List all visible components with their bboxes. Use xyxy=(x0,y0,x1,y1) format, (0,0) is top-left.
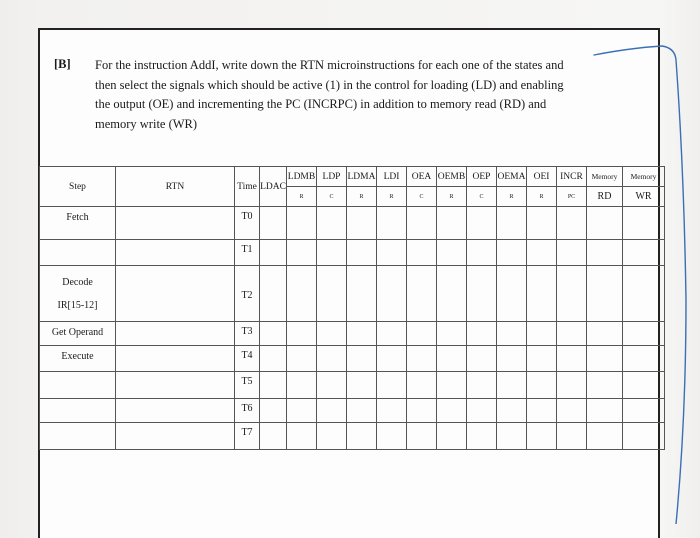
signal-cell xyxy=(623,322,665,346)
signal-cell xyxy=(467,399,497,423)
signal-header-2: LDP xyxy=(317,167,347,187)
time-cell: T1 xyxy=(235,240,260,266)
signal-cell xyxy=(497,322,527,346)
time-cell: T4 xyxy=(235,346,260,372)
signal-cell xyxy=(377,322,407,346)
signal-cell xyxy=(377,399,407,423)
signal-cell xyxy=(437,240,467,266)
signal-cell xyxy=(497,423,527,450)
time-cell: T2 xyxy=(235,266,260,322)
step-header: Step xyxy=(40,167,116,207)
signal-cell xyxy=(623,240,665,266)
signal-cell xyxy=(317,207,347,240)
signal-header-0: LDAC xyxy=(260,167,287,207)
signal-cell xyxy=(407,266,437,322)
signal-cell xyxy=(527,399,557,423)
signal-cell xyxy=(260,399,287,423)
question-text: For the instruction AddI, write down the RTN microinstructions for each one of the states and then select the signals which should be active (1) in the control for loading (LD) and enabling the output (OE) and incrementing the PC (INCRPC) in addition to memory read (RD) and memory write (WR) xyxy=(95,58,564,131)
control-signal-table xyxy=(39,166,665,450)
signal-cell xyxy=(497,346,527,372)
signal-cell xyxy=(587,322,623,346)
signal-cell xyxy=(557,207,587,240)
rtn-cell xyxy=(116,423,235,450)
signal-cell xyxy=(527,240,557,266)
signal-cell xyxy=(587,399,623,423)
signal-cell xyxy=(347,423,377,450)
signal-cell xyxy=(260,423,287,450)
step-cell xyxy=(40,322,116,346)
signal-cell xyxy=(437,266,467,322)
signal-header-3: LDMA xyxy=(347,167,377,187)
table-row xyxy=(40,399,665,423)
signal-cell xyxy=(287,266,317,322)
signal-cell xyxy=(407,399,437,423)
signal-header-8: OEMA xyxy=(497,167,527,187)
signal-sub-1: R xyxy=(287,187,317,207)
signal-cell xyxy=(260,240,287,266)
signal-cell xyxy=(260,346,287,372)
rtn-cell xyxy=(116,346,235,372)
signal-sub-6: R xyxy=(437,187,467,207)
signal-cell xyxy=(437,399,467,423)
time-cell: T3 xyxy=(235,322,260,346)
signal-header-5: OEA xyxy=(407,167,437,187)
table-row xyxy=(40,266,665,322)
signal-header-6: OEMB xyxy=(437,167,467,187)
signal-cell xyxy=(557,399,587,423)
signal-cell xyxy=(587,346,623,372)
signal-cell xyxy=(317,372,347,399)
signal-cell xyxy=(623,266,665,322)
table-row xyxy=(40,207,665,240)
table-row xyxy=(40,372,665,399)
signal-cell xyxy=(467,240,497,266)
table-body xyxy=(40,207,665,450)
signal-cell xyxy=(317,240,347,266)
signal-sub-4: R xyxy=(377,187,407,207)
signal-cell xyxy=(497,240,527,266)
signal-sub-2: C xyxy=(317,187,347,207)
table-row xyxy=(40,322,665,346)
signal-cell xyxy=(317,346,347,372)
signal-cell xyxy=(527,423,557,450)
step-label: Fetch xyxy=(66,212,89,223)
step-label: Execute xyxy=(61,351,94,362)
signal-sub-10: PC xyxy=(557,187,587,207)
table-row xyxy=(40,423,665,450)
step-cell xyxy=(40,240,116,266)
rtn-cell xyxy=(116,399,235,423)
rtn-cell xyxy=(116,372,235,399)
signal-cell xyxy=(557,322,587,346)
signal-cell xyxy=(287,322,317,346)
signal-cell xyxy=(527,322,557,346)
signal-cell xyxy=(527,346,557,372)
signal-cell xyxy=(377,372,407,399)
signal-cell xyxy=(407,240,437,266)
signal-cell xyxy=(347,372,377,399)
signal-cell xyxy=(377,423,407,450)
table-row xyxy=(40,346,665,372)
signal-cell xyxy=(437,423,467,450)
step-decode-label: Decode xyxy=(62,276,93,288)
signal-sub-5: C xyxy=(407,187,437,207)
signal-header-10: INCR xyxy=(557,167,587,187)
step-cell xyxy=(40,266,116,322)
signal-cell xyxy=(623,372,665,399)
signal-cell xyxy=(467,372,497,399)
signal-cell xyxy=(587,266,623,322)
time-cell: T7 xyxy=(235,423,260,450)
signal-cell xyxy=(467,346,497,372)
signal-cell xyxy=(347,346,377,372)
signal-cell xyxy=(527,266,557,322)
signal-cell xyxy=(287,240,317,266)
time-cell: T6 xyxy=(235,399,260,423)
step-cell xyxy=(40,372,116,399)
signal-cell xyxy=(497,372,527,399)
signal-sub-9: R xyxy=(527,187,557,207)
signal-cell xyxy=(497,207,527,240)
signal-sub-3: R xyxy=(347,187,377,207)
rtn-cell xyxy=(116,322,235,346)
time-header: Time xyxy=(235,167,260,207)
signal-cell xyxy=(437,372,467,399)
rtn-cell xyxy=(116,240,235,266)
signal-cell xyxy=(287,399,317,423)
signal-cell xyxy=(557,240,587,266)
signal-cell xyxy=(587,423,623,450)
signal-sub-8: R xyxy=(497,187,527,207)
signal-cell xyxy=(467,207,497,240)
signal-cell xyxy=(437,207,467,240)
memory-rd-header: Memory xyxy=(587,167,623,187)
signal-cell xyxy=(287,423,317,450)
signal-cell xyxy=(437,346,467,372)
memory-rd-label: RD xyxy=(587,187,623,207)
step-cell xyxy=(40,346,116,372)
signal-cell xyxy=(407,346,437,372)
signal-cell xyxy=(623,399,665,423)
signal-cell xyxy=(317,399,347,423)
signal-cell xyxy=(437,322,467,346)
signal-header-7: OEP xyxy=(467,167,497,187)
signal-cell xyxy=(587,207,623,240)
signal-cell xyxy=(287,372,317,399)
signal-cell xyxy=(377,346,407,372)
signal-cell xyxy=(260,372,287,399)
signal-cell xyxy=(407,322,437,346)
time-cell: T5 xyxy=(235,372,260,399)
signal-header-4: LDI xyxy=(377,167,407,187)
signal-cell xyxy=(347,207,377,240)
memory-wr-label: WR xyxy=(623,187,665,207)
signal-cell xyxy=(407,207,437,240)
signal-cell xyxy=(467,322,497,346)
rtn-cell xyxy=(116,266,235,322)
step-cell xyxy=(40,399,116,423)
signal-cell xyxy=(377,266,407,322)
step-label: Get Operand xyxy=(51,327,104,338)
rtn-cell xyxy=(116,207,235,240)
signal-cell xyxy=(377,207,407,240)
signal-cell xyxy=(317,322,347,346)
signal-cell xyxy=(407,423,437,450)
signal-cell xyxy=(260,322,287,346)
step-cell xyxy=(40,423,116,450)
signal-sub-7: C xyxy=(467,187,497,207)
signal-cell xyxy=(527,207,557,240)
signal-cell xyxy=(557,372,587,399)
signal-cell xyxy=(557,266,587,322)
signal-cell xyxy=(317,423,347,450)
signal-cell xyxy=(623,207,665,240)
step-cell xyxy=(40,207,116,240)
signal-cell xyxy=(317,266,347,322)
table-header-row xyxy=(40,167,665,187)
signal-cell xyxy=(347,399,377,423)
signal-cell xyxy=(260,207,287,240)
signal-cell xyxy=(347,266,377,322)
signal-header-9: OEI xyxy=(527,167,557,187)
signal-cell xyxy=(587,240,623,266)
signal-cell xyxy=(557,346,587,372)
signal-cell xyxy=(407,372,437,399)
signal-cell xyxy=(467,266,497,322)
signal-cell xyxy=(287,207,317,240)
time-cell: T0 xyxy=(235,207,260,240)
memory-wr-header: Memory xyxy=(623,167,665,187)
signal-cell xyxy=(623,423,665,450)
signal-cell xyxy=(260,266,287,322)
signal-cell xyxy=(497,399,527,423)
signal-cell xyxy=(497,266,527,322)
signal-cell xyxy=(347,240,377,266)
signal-cell xyxy=(623,346,665,372)
question-label: [B] xyxy=(54,57,71,71)
rtn-header: RTN xyxy=(116,167,235,207)
signal-cell xyxy=(377,240,407,266)
table-row xyxy=(40,240,665,266)
step-decode-field: IR[15-12] xyxy=(57,299,98,311)
signal-cell xyxy=(347,322,377,346)
signal-cell xyxy=(287,346,317,372)
signal-header-1: LDMB xyxy=(287,167,317,187)
signal-cell xyxy=(527,372,557,399)
signal-cell xyxy=(557,423,587,450)
signal-cell xyxy=(467,423,497,450)
signal-cell xyxy=(587,372,623,399)
